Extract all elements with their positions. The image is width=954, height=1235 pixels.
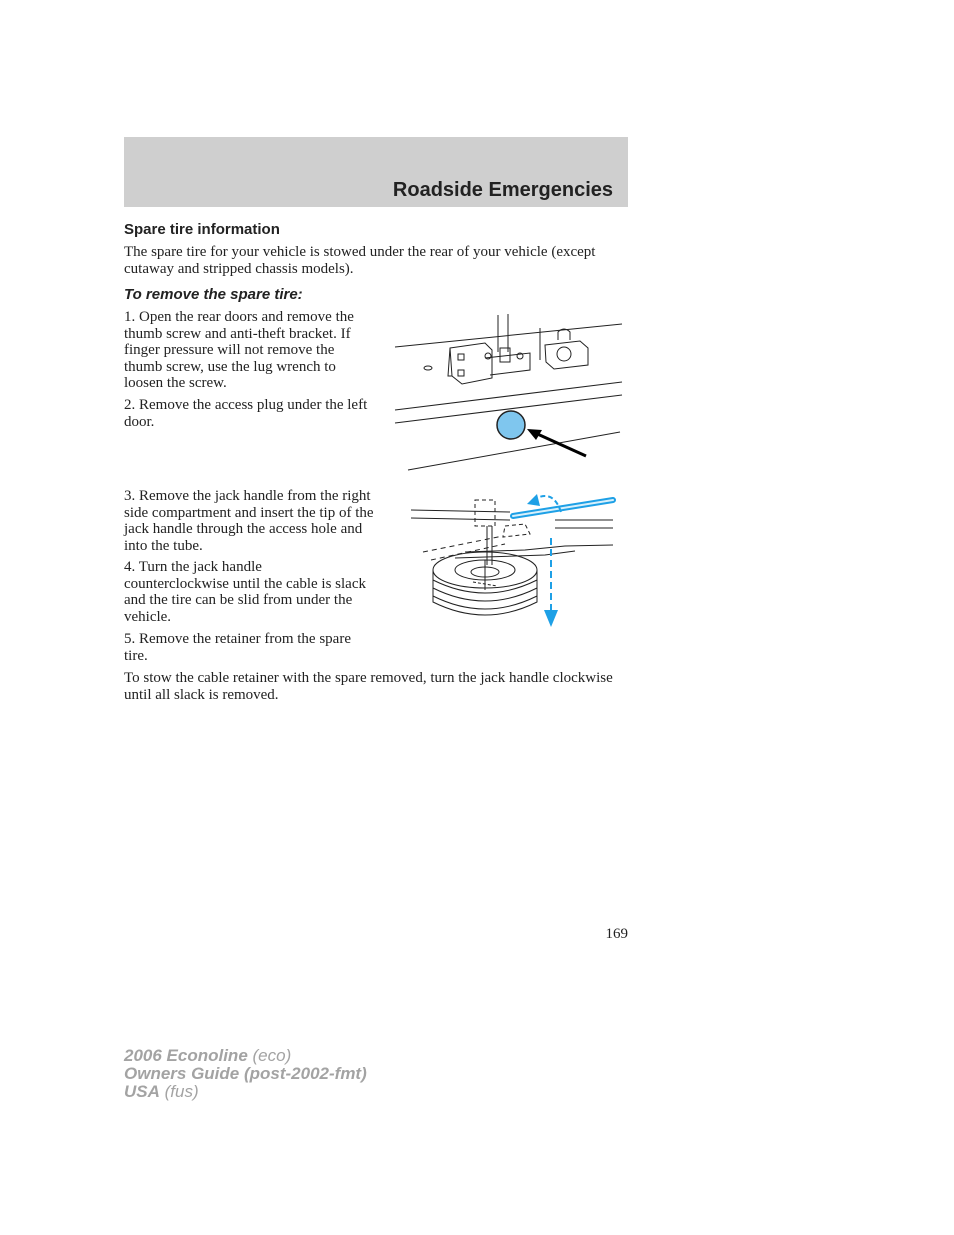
down-arrow-icon (544, 610, 558, 627)
spare-tire-illustration (405, 490, 620, 630)
step-1: 1. Open the rear doors and remove the thumb screw and anti-theft bracket. If finger pressure will not remove the thumb screw, use the lug wrench to loosen the screw. (124, 309, 354, 391)
footer-model-tag: (eco) (252, 1046, 292, 1065)
intro-paragraph: The spare tire for your vehicle is stowed under the rear of your vehicle (except cutaway and stripped chassis models). (124, 244, 596, 277)
step-5: 5. Remove the retainer from the spare tire. (124, 631, 351, 664)
access-plug-icon (497, 411, 525, 439)
section-header-band (124, 137, 628, 207)
page-number: 169 (605, 926, 628, 942)
section-title: Roadside Emergencies (392, 179, 613, 201)
section-heading: Spare tire information (124, 221, 280, 238)
footer-model: 2006 Econoline (124, 1046, 248, 1065)
footer (124, 1047, 367, 1101)
rotate-arrow-icon (527, 494, 540, 506)
footer-guide: Owners Guide (post-2002-fmt) (124, 1064, 367, 1083)
access-plug-illustration (390, 310, 628, 475)
remove-heading: To remove the spare tire: (124, 286, 303, 303)
stow-paragraph: To stow the cable retainer with the spare removed, turn the jack handle clockwise until all slack is removed. (124, 670, 613, 703)
step-4: 4. Turn the jack handle counterclockwise until the cable is slack and the tire can be slid from under the vehicle. (124, 559, 366, 625)
footer-region: USA (124, 1082, 160, 1101)
step-2: 2. Remove the access plug under the left door. (124, 397, 368, 430)
footer-region-tag: (fus) (164, 1082, 199, 1101)
step-3: 3. Remove the jack handle from the right side compartment and insert the tip of the jack handle through the access hole and into the tube. (124, 488, 374, 554)
